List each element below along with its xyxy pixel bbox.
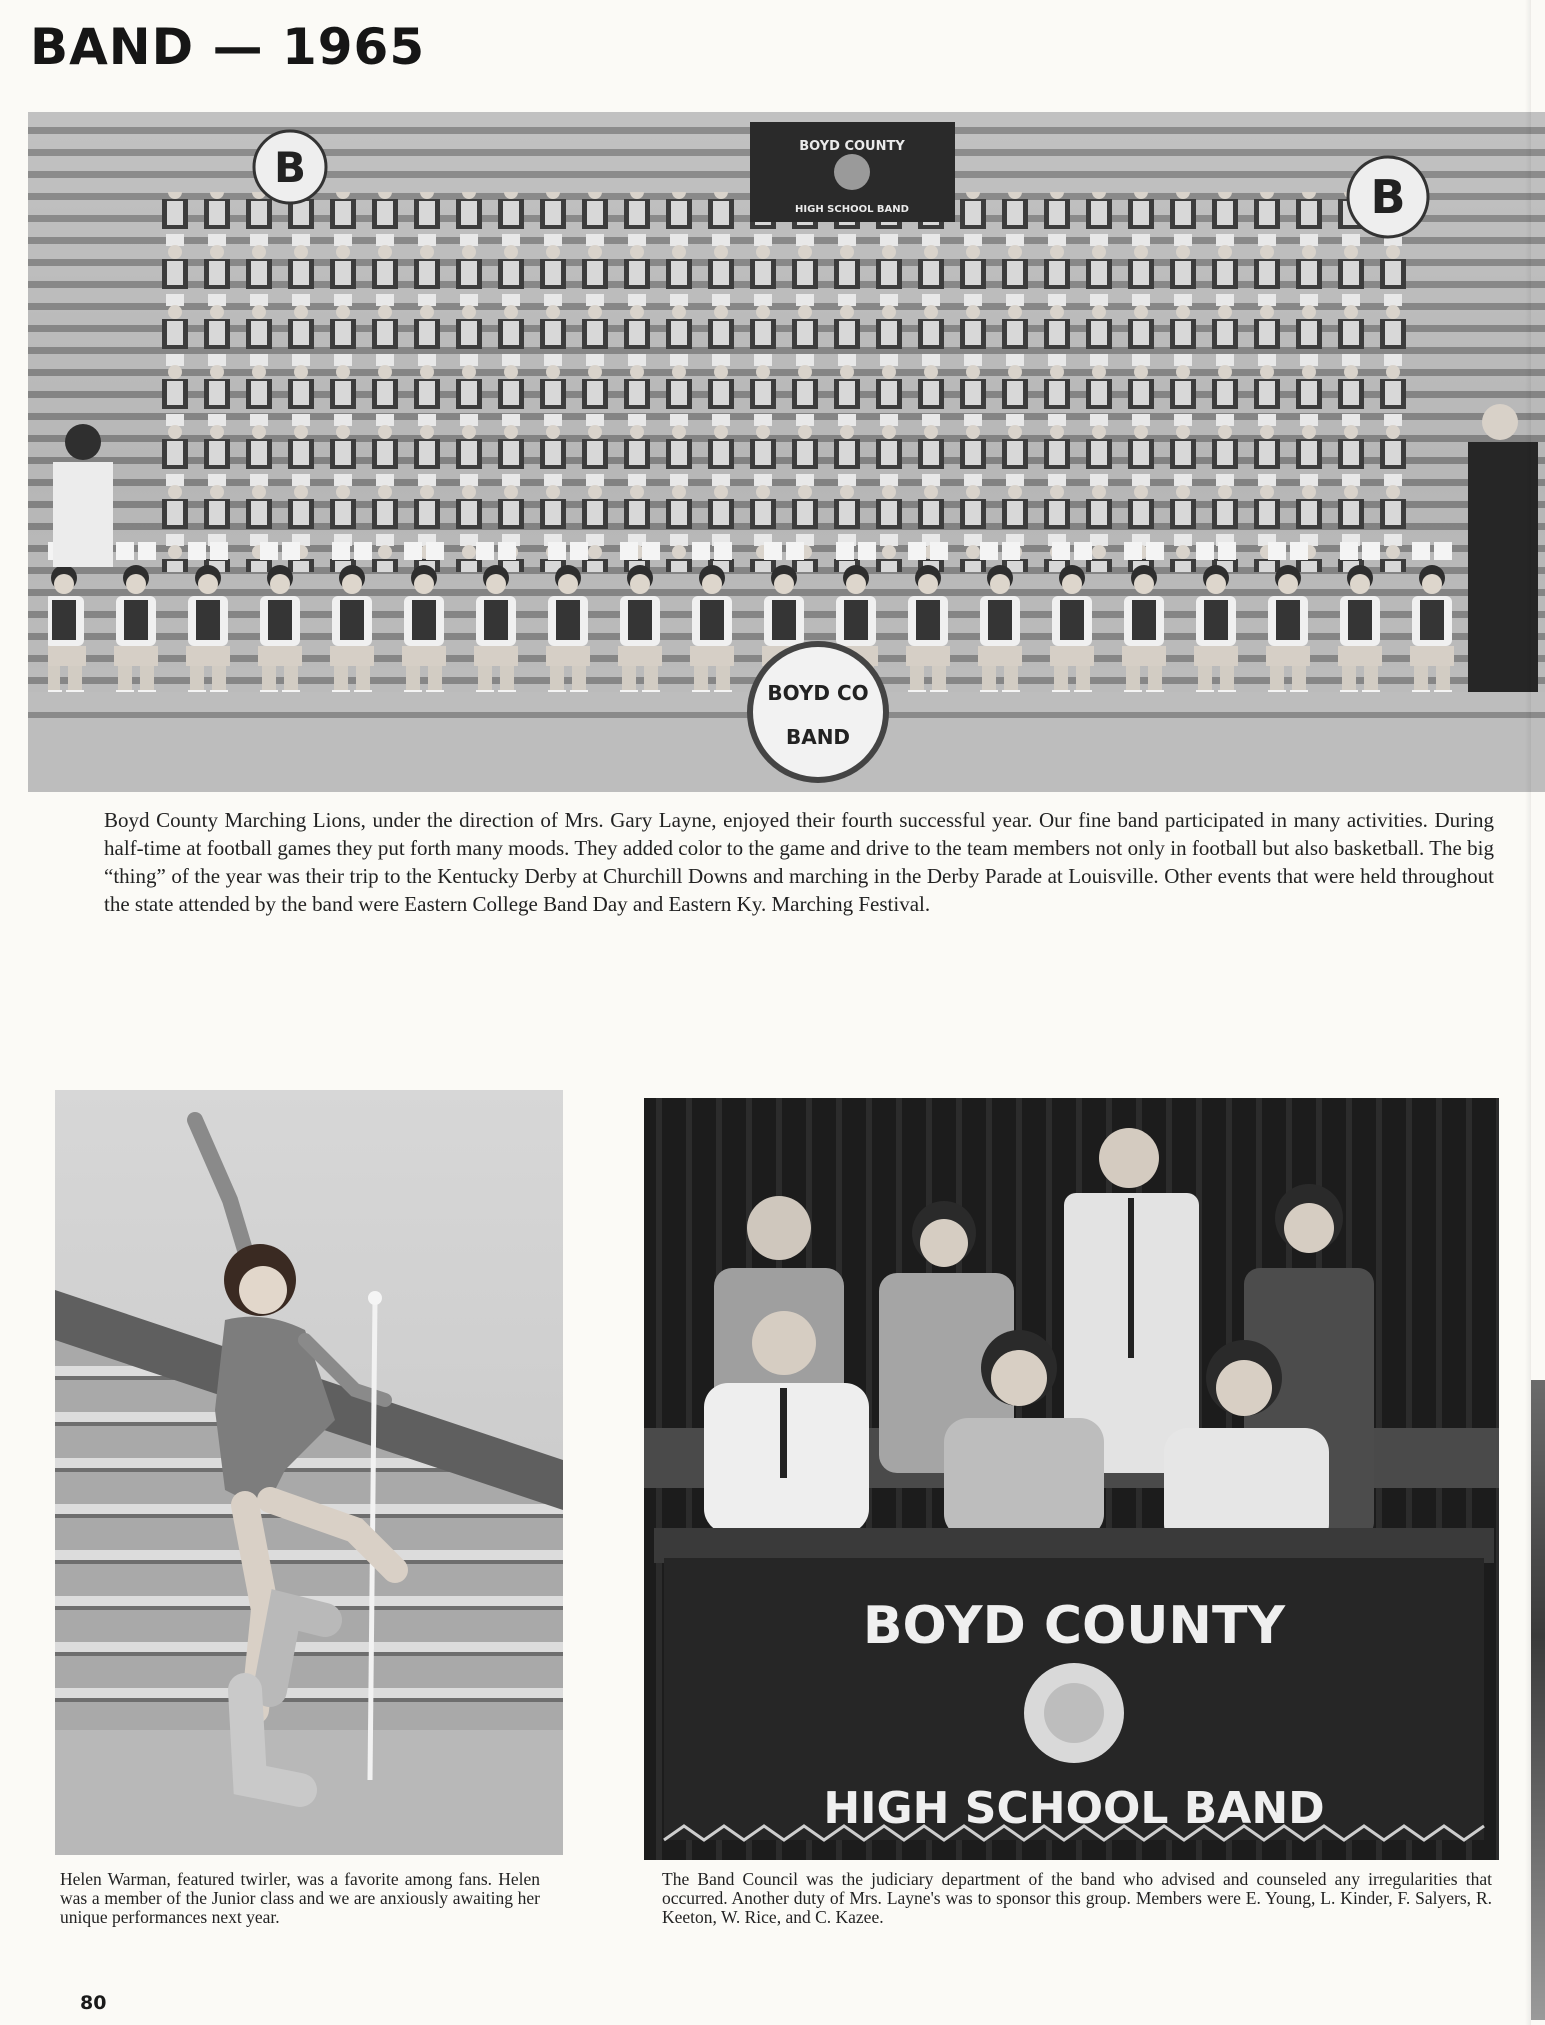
svg-text:B: B [1370,170,1406,224]
left-b-sign [254,131,326,203]
svg-text:BOYD COUNTY: BOYD COUNTY [862,1596,1286,1656]
band-banner [750,122,955,222]
band-photo-caption: Boyd County Marching Lions, under the direction of Mrs. Gary Layne, enjoyed their fourth successful year. Our fine band participated in many activities. During half-time at football games they put forth many moods. They added color to the game and drive to the team members not only in football but also basketball. The big “thing” of the year was their trip to the Kentucky Derby at Churchill Downs and marching in the Derby Parade at Louisville. Other events that were held throughout the state attended by the band were Eastern College Band Day and Eastern Ky. Marching Festival. [104,808,1494,916]
page-number: 80 [80,1992,107,2014]
bass-drum [750,644,886,780]
svg-text:BOYD COUNTY: BOYD COUNTY [799,139,905,154]
svg-text:B: B [273,143,307,192]
right-b-sign [1348,157,1428,237]
svg-text:BOYD CO: BOYD CO [767,681,869,705]
svg-text:HIGH SCHOOL BAND: HIGH SCHOOL BAND [795,204,909,215]
band-group-photo [28,112,1545,792]
svg-text:BAND: BAND [785,725,851,749]
page-title: BAND — 1965 [30,18,426,76]
band-council-caption: The Band Council was the judiciary department of the band who advised and counseled any irregularities that occurred. Another duty of Mrs. Layne's was to sponsor this group. Members were E. Young, L. Kinder, F. Salyers, R. Keeton, W. Rice, and C. Kazee. [662,1869,1492,1927]
twirler-photo [55,1090,563,1855]
svg-text:HIGH SCHOOL BAND: HIGH SCHOOL BAND [823,1783,1325,1834]
band-council-photo [644,1098,1499,1860]
council-banner [664,1558,1484,1840]
adjacent-page-edge [1531,1380,1545,2020]
twirler-caption: Helen Warman, featured twirler, was a favorite among fans. Helen was a member of the Junior class and we are anxiously awaiting her unique performances next year. [60,1869,540,1927]
